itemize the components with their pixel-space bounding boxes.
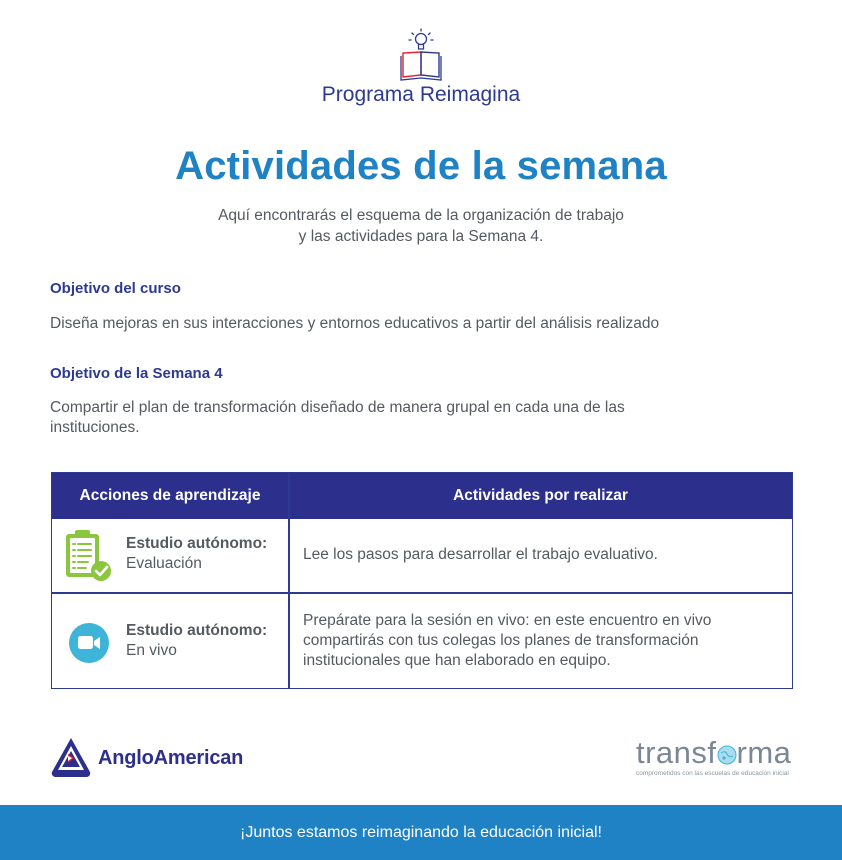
week-objective-heading: Objetivo de la Semana 4: [50, 365, 223, 382]
transforma-tagline: comprometidos con las escuelas de educación inicial: [636, 770, 789, 777]
table-header: [52, 473, 792, 519]
transforma-name-start: transf: [636, 735, 717, 770]
column-divider: [288, 473, 290, 688]
page-subtitle: [0, 205, 842, 247]
transforma-logo: [636, 736, 796, 778]
row-label-type: En vivo: [126, 642, 177, 659]
transforma-name-end: rma: [736, 735, 792, 770]
book-lightbulb-icon: [399, 28, 443, 82]
row-label-bold: Estudio autónomo:: [126, 535, 268, 552]
subtitle-line: y las actividades para la Semana 4.: [298, 228, 544, 245]
page-title: Actividades de la semana: [175, 144, 667, 188]
activity-line: Prepárate para la sesión en vivo: en este encuentro en vivo: [303, 612, 712, 629]
row-activity: [303, 611, 773, 671]
row-label: [126, 621, 267, 661]
week-objective-text: [50, 398, 770, 438]
anglo-american-logo: [50, 736, 243, 780]
column-header-actions: Acciones de aprendizaje: [79, 487, 261, 504]
globe-icon: [717, 745, 737, 765]
footer-banner: ¡Juntos estamos reimaginando la educación inicial!: [0, 805, 842, 860]
video-camera-icon: [68, 622, 110, 669]
activity-line: institucionales que han elaborado en equipo.: [303, 652, 611, 669]
week-objective-line: instituciones.: [50, 419, 140, 436]
course-objective-heading: Objetivo del curso: [50, 280, 181, 297]
anglo-american-emblem-icon: [50, 736, 92, 780]
activity-line: compartirás con tus colegas los planes de transformación: [303, 632, 699, 649]
subtitle-line: Aquí encontrarás el esquema de la organización de trabajo: [218, 207, 624, 224]
column-header-activities: Actividades por realizar: [453, 487, 628, 504]
anglo-american-name: AngloAmerican: [98, 746, 244, 769]
row-label-type: Evaluación: [126, 555, 202, 572]
activity-line: Lee los pasos para desarrollar el trabajo evaluativo.: [303, 546, 658, 563]
checklist-icon: [64, 528, 112, 587]
row-label-bold: Estudio autónomo:: [126, 622, 268, 639]
row-divider: [52, 592, 792, 594]
row-activity: [303, 545, 773, 565]
week-objective-line: Compartir el plan de transformación diseñado de manera grupal en cada una de las: [50, 399, 625, 416]
course-objective-text: Diseña mejoras en sus interacciones y entornos educativos a partir del análisis realizado: [50, 315, 660, 332]
row-label: [126, 534, 267, 574]
program-name: Programa Reimagina: [321, 83, 521, 106]
activities-table: [51, 472, 793, 689]
